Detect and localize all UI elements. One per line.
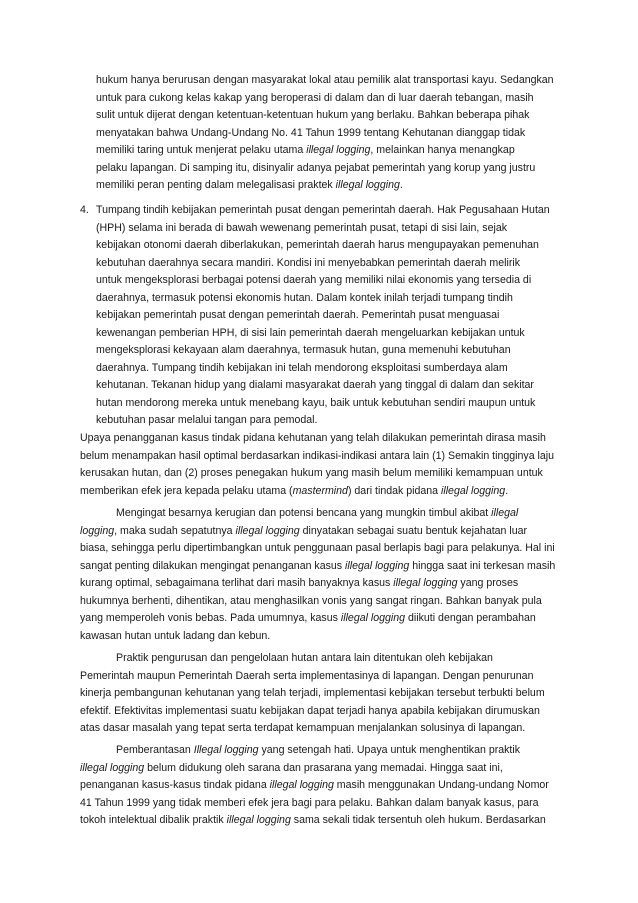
text-line: [80, 628, 270, 646]
text-line: [80, 703, 540, 721]
text-line: [96, 377, 534, 395]
text-segment: dinyatakan sebagai suatu bentuk kejahatan luar: [299, 524, 528, 537]
text-segment: hukumnya berhenti, dihentikan, atau menghasilkan vonis yang sangat ringan. Bahkan banyak pula: [80, 594, 542, 607]
text-line: [96, 360, 508, 378]
text-line: [80, 558, 555, 576]
text-line: [96, 237, 539, 255]
text-line: [96, 307, 499, 325]
italic-term: illegal logging: [235, 524, 300, 537]
text-line: [80, 795, 539, 813]
text-segment: kinerja pembangunan kehutanan yang telah terjadi, implementasi kebijakan tersebut terbukti belum: [80, 687, 545, 699]
text-line: [96, 255, 520, 273]
text-line: [96, 177, 403, 195]
text-segment: penanganan kasus-kasus tindak pidana: [80, 779, 270, 791]
text-segment: masih menggunakan Undang-undang Nomor: [333, 779, 549, 791]
text-line: [80, 430, 546, 448]
text-line: [80, 448, 554, 466]
text-line: [96, 160, 535, 178]
text-segment: atas dasar masalah yang tepat serta terdapat kemampuan menjalankan solusinya di lapangan.: [80, 722, 526, 734]
text-segment: memiliki taring untuk menjerat pelaku utama: [96, 144, 307, 156]
italic-term: Illegal logging: [193, 744, 259, 756]
italic-term: illegal: [491, 507, 519, 519]
text-line: [96, 72, 554, 90]
text-line: [80, 760, 503, 778]
text-segment: kerusakan hutan, dan (2) proses penegakan hukum yang masih belum memiliki kemampuan untuk: [80, 467, 543, 479]
text-segment: memiliki peran penting dalam melegalisasi praktek: [96, 179, 336, 191]
text-line: [96, 142, 515, 160]
text-segment: untuk mengeksplorasi berbagai potensi daerah yang memiliki nilai ekonomis yang tersedia di: [96, 274, 532, 286]
text-line: [80, 720, 525, 738]
text-segment: Praktik pengurusan dan pengelolaan hutan antara lain ditentukan oleh kebijakan: [116, 652, 493, 664]
text-segment: memberikan efek jera kepada pelaku utama (: [80, 484, 293, 497]
text-segment: kurang optimal, sebagaimana terlihat dari masih banyaknya kasus: [80, 577, 394, 589]
italic-term: illegal logging: [393, 577, 458, 589]
text-line: [116, 742, 520, 760]
text-line: [96, 220, 507, 238]
text-segment: sama sekali tidak tersentuh oleh hukum. Berdasarkan: [290, 814, 546, 826]
text-segment: yang memperoleh vonis bebas. Pada umumnya, kasus: [80, 612, 341, 624]
italic-term: illegal logging: [306, 144, 371, 156]
text-line: [80, 812, 546, 830]
text-segment: (HPH) selama ini berada di bawah wewenang pemerintah pusat, tetapi di sisi lain, sejak: [96, 221, 508, 234]
text-segment: mengeksplorasi kekayaan alam daerahnya, termasuk hutan, guna memenuhi kebutuhan: [96, 344, 511, 356]
text-segment: .: [505, 484, 509, 497]
text-segment: belum didukung oleh sarana dan prasarana yang memadai. Hingga saat ini,: [144, 761, 503, 774]
text-segment: kewenangan pemberian HPH, di sisi lain pemerintah daerah mengeluarkan kebijakan untuk: [96, 326, 525, 339]
text-segment: kehutanan. Tekanan hidup yang dialami masyarakat daerah yang tinggal di dalam dan sekitar: [96, 379, 534, 391]
text-segment: , melainkan hanya menangkap: [370, 144, 515, 156]
text-line: [96, 412, 317, 430]
text-segment: efektif. Efektivitas implementasi suatu kebijakan dapat terjadi hanya apabila kebijakan dirumuskan: [80, 704, 540, 717]
text-segment: ) dari tindak pidana: [347, 484, 441, 497]
text-segment: tokoh intelektual dibalik praktik: [80, 814, 227, 826]
text-segment: , maka sudah sepatutnya: [114, 524, 236, 537]
text-segment: kebijakan pemerintah pusat dengan pemerintah daerah. Pemerintah pusat menguasai: [96, 309, 500, 321]
italic-term: illegal logging: [345, 559, 410, 572]
text-segment: Pemerintah maupun Pemerintah Daerah serta implementasinya di lapangan. Dengan penurunan: [80, 669, 534, 682]
text-segment: yang proses: [457, 577, 519, 589]
text-line: [96, 107, 529, 125]
text-line: [96, 325, 525, 343]
text-segment: sulit untuk dijerat dengan ketentuan-ketentuan hukum yang berlaku. Bahkan beberapa pihak: [96, 109, 530, 121]
text-line: [96, 125, 525, 143]
text-line: [80, 610, 536, 628]
text-segment: belum menampakan hasil optimal berdasarkan indikasi-indikasi antara lain (1) Semakin tingginya laju: [80, 449, 555, 462]
text-segment: .: [399, 179, 403, 191]
text-segment: pelaku lapangan. Di samping itu, disinyalir adanya pejabat pemerintah yang korup yang justru: [96, 161, 536, 174]
text-segment: kebutuhan daerahnya secara mandiri. Kondisi ini menyebabkan pemerintah daerah melirik: [96, 256, 520, 269]
text-line: [96, 272, 531, 290]
text-line: [80, 483, 508, 501]
text-segment: menyatakan bahwa Undang-Undang No. 41 Tahun 1999 tentang Kehutanan dianggap tidak: [96, 126, 526, 139]
text-line: [116, 505, 518, 523]
text-segment: yang setengah hati. Upaya untuk menghentikan praktik: [258, 744, 521, 756]
text-segment: kebijakan otonomi daerah diberlakukan, pemerintah daerah harus mengupayakan pemenuhan: [96, 239, 539, 251]
italic-term: logging: [80, 524, 115, 537]
text-line: [80, 540, 555, 558]
text-segment: Tumpang tindih kebijakan pemerintah pusat dengan pemerintah daerah. Hak Pegusahaan Hutan: [96, 204, 550, 216]
italic-term: illegal logging: [340, 612, 406, 624]
text-line: [80, 668, 533, 686]
italic-term: mastermind: [292, 484, 348, 497]
text-segment: biasa, sehingga perlu dipertimbangkan untuk penggunaan pasal berlapis bagi para pelakunya. Hal ini: [80, 542, 555, 554]
text-line: [96, 342, 511, 360]
text-segment: untuk para cukong kelas kakap yang beroperasi di dalam dan di luar daerah tebangan, masih: [96, 91, 534, 104]
text-line: [96, 395, 535, 413]
italic-term: illegal logging: [80, 761, 145, 774]
text-segment: hutan mendorong mereka untuk menebang kayu, baik untuk kebutuhan sendiri maupun untuk: [96, 396, 536, 409]
text-segment: daerahnya, termasuk potensi ekonomis hutan. Dalam kontek inilah terjadi tumpang tindih: [96, 291, 513, 304]
text-segment: kawasan hutan untuk ladang dan kebun.: [80, 629, 271, 642]
text-line: [96, 90, 534, 108]
text-line: [80, 465, 543, 483]
text-segment: Pemberantasan: [116, 744, 194, 756]
text-segment: hingga saat ini terkesan masih: [409, 559, 556, 572]
text-segment: kebutuhan pasar melalui tangan para pemodal.: [96, 414, 318, 426]
text-segment: sangat penting dilakukan mengingat penanganan kasus: [80, 559, 346, 572]
italic-term: illegal logging: [226, 814, 291, 826]
text-line: [96, 290, 513, 308]
italic-term: illegal logging: [269, 779, 334, 791]
text-line: [80, 685, 545, 703]
text-segment: hukum hanya berurusan dengan masyarakat lokal atau pemilik alat transportasi kayu. Sedangkan: [96, 74, 554, 86]
text-line: [80, 523, 527, 541]
text-segment: 41 Tahun 1999 yang tidak memberi efek jera bagi para pelaku. Bahkan dalam banyak kasus, para: [80, 796, 539, 809]
text-segment: daerahnya. Tumpang tindih kebijakan ini telah mendorong eksploitasi sumberdaya alam: [96, 361, 508, 374]
italic-term: illegal logging: [335, 179, 400, 191]
text-line: [80, 593, 542, 611]
text-line: [80, 777, 549, 795]
italic-term: illegal logging: [441, 484, 506, 497]
text-segment: Mengingat besarnya kerugian dan potensi bencana yang mungkin timbul akibat: [116, 507, 492, 519]
text-line: [116, 650, 493, 668]
list-number: 4.: [80, 204, 89, 216]
text-line: [80, 575, 518, 593]
text-segment: Upaya penangganan kasus tindak pidana kehutanan yang telah dilakukan pemerintah dirasa masih: [80, 432, 546, 444]
text-segment: diikuti dengan perambahan: [405, 612, 536, 624]
text-line: [96, 202, 550, 220]
